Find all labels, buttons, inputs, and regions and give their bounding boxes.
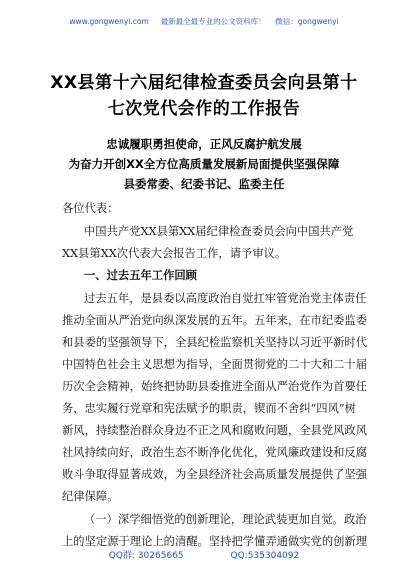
body-line: 上的坚定源于理论上的清醒。坚持把学懂弄通做实党的创新理 — [62, 535, 368, 548]
report-author-line: 县委常委、纪委书记、监委主任 — [123, 177, 285, 191]
report-subtitle-line-2: 为奋力开创XX全方位高质量发展新局面提供坚强保障 — [68, 157, 340, 171]
page-header — [0, 0, 408, 44]
report-title-line-2: 七次党代会作的工作报告 — [107, 99, 301, 119]
greeting: 各位代表： — [62, 202, 119, 215]
header-website[interactable]: www.gongwenyi.com — [69, 17, 149, 26]
body-line: 过去五年，是县委以高度政治自觉扛牢管党治党主体责任 — [84, 292, 367, 305]
page-footer — [0, 548, 408, 561]
body-line: XX县第XX次代表大会报告工作，请予审议。 — [62, 247, 287, 260]
footer-qq-group: QQ群: 30265665 — [108, 551, 184, 561]
body-line: 社风持续向好，政治生态不断净化优化，党风廉政建设和反腐 — [62, 446, 368, 459]
body-line: 中国共产党XX县第XX届纪律检查委员会向中国共产党 — [84, 225, 354, 238]
body-line: 务，忠实履行党章和宪法赋予的职责，锲而不舍纠“四风”树 — [62, 402, 356, 415]
header-separator-2 — [268, 0, 273, 44]
header-slogan: 最新最全最专业的公文资料库！ — [160, 17, 266, 26]
body-line: 推动全面从严治党向纵深发展的五年。五年来，在市纪委监委 — [62, 314, 368, 327]
body-line: 和县委的坚强领导下，全县纪检监察机关坚持以习近平新时代 — [62, 336, 368, 349]
section-heading: 一、过去五年工作回顾 — [84, 269, 197, 282]
report-title-line-1: XX县第十六届纪律检查委员会向县第十 — [50, 73, 358, 93]
header-separator — [151, 0, 158, 44]
body-line: 历次全会精神，始终把协助县委推进全面从严治党作为首要任 — [62, 380, 368, 393]
header-wechat: 微信：gongwenyi — [275, 17, 339, 26]
body-line: 纪律保障。 — [62, 490, 119, 503]
body-line: 中国特色社会主义思想为指导，全面贯彻党的二十大和二十届 — [62, 358, 368, 371]
body-line: （一）深学细悟党的创新理论，理论武装更加自觉。政治 — [84, 513, 367, 526]
report-subtitle-line-1: 忠诚履职勇担使命，正风反腐护航发展 — [106, 137, 302, 151]
body-line: 败斗争取得显著成效，为全县经济社会高质量发展提供了坚强 — [62, 468, 368, 481]
body-line: 新风，持续整治群众身边不正之风和腐败问题，全县党风政风 — [62, 424, 368, 437]
footer-qq: QQ:535304092 — [230, 551, 300, 561]
